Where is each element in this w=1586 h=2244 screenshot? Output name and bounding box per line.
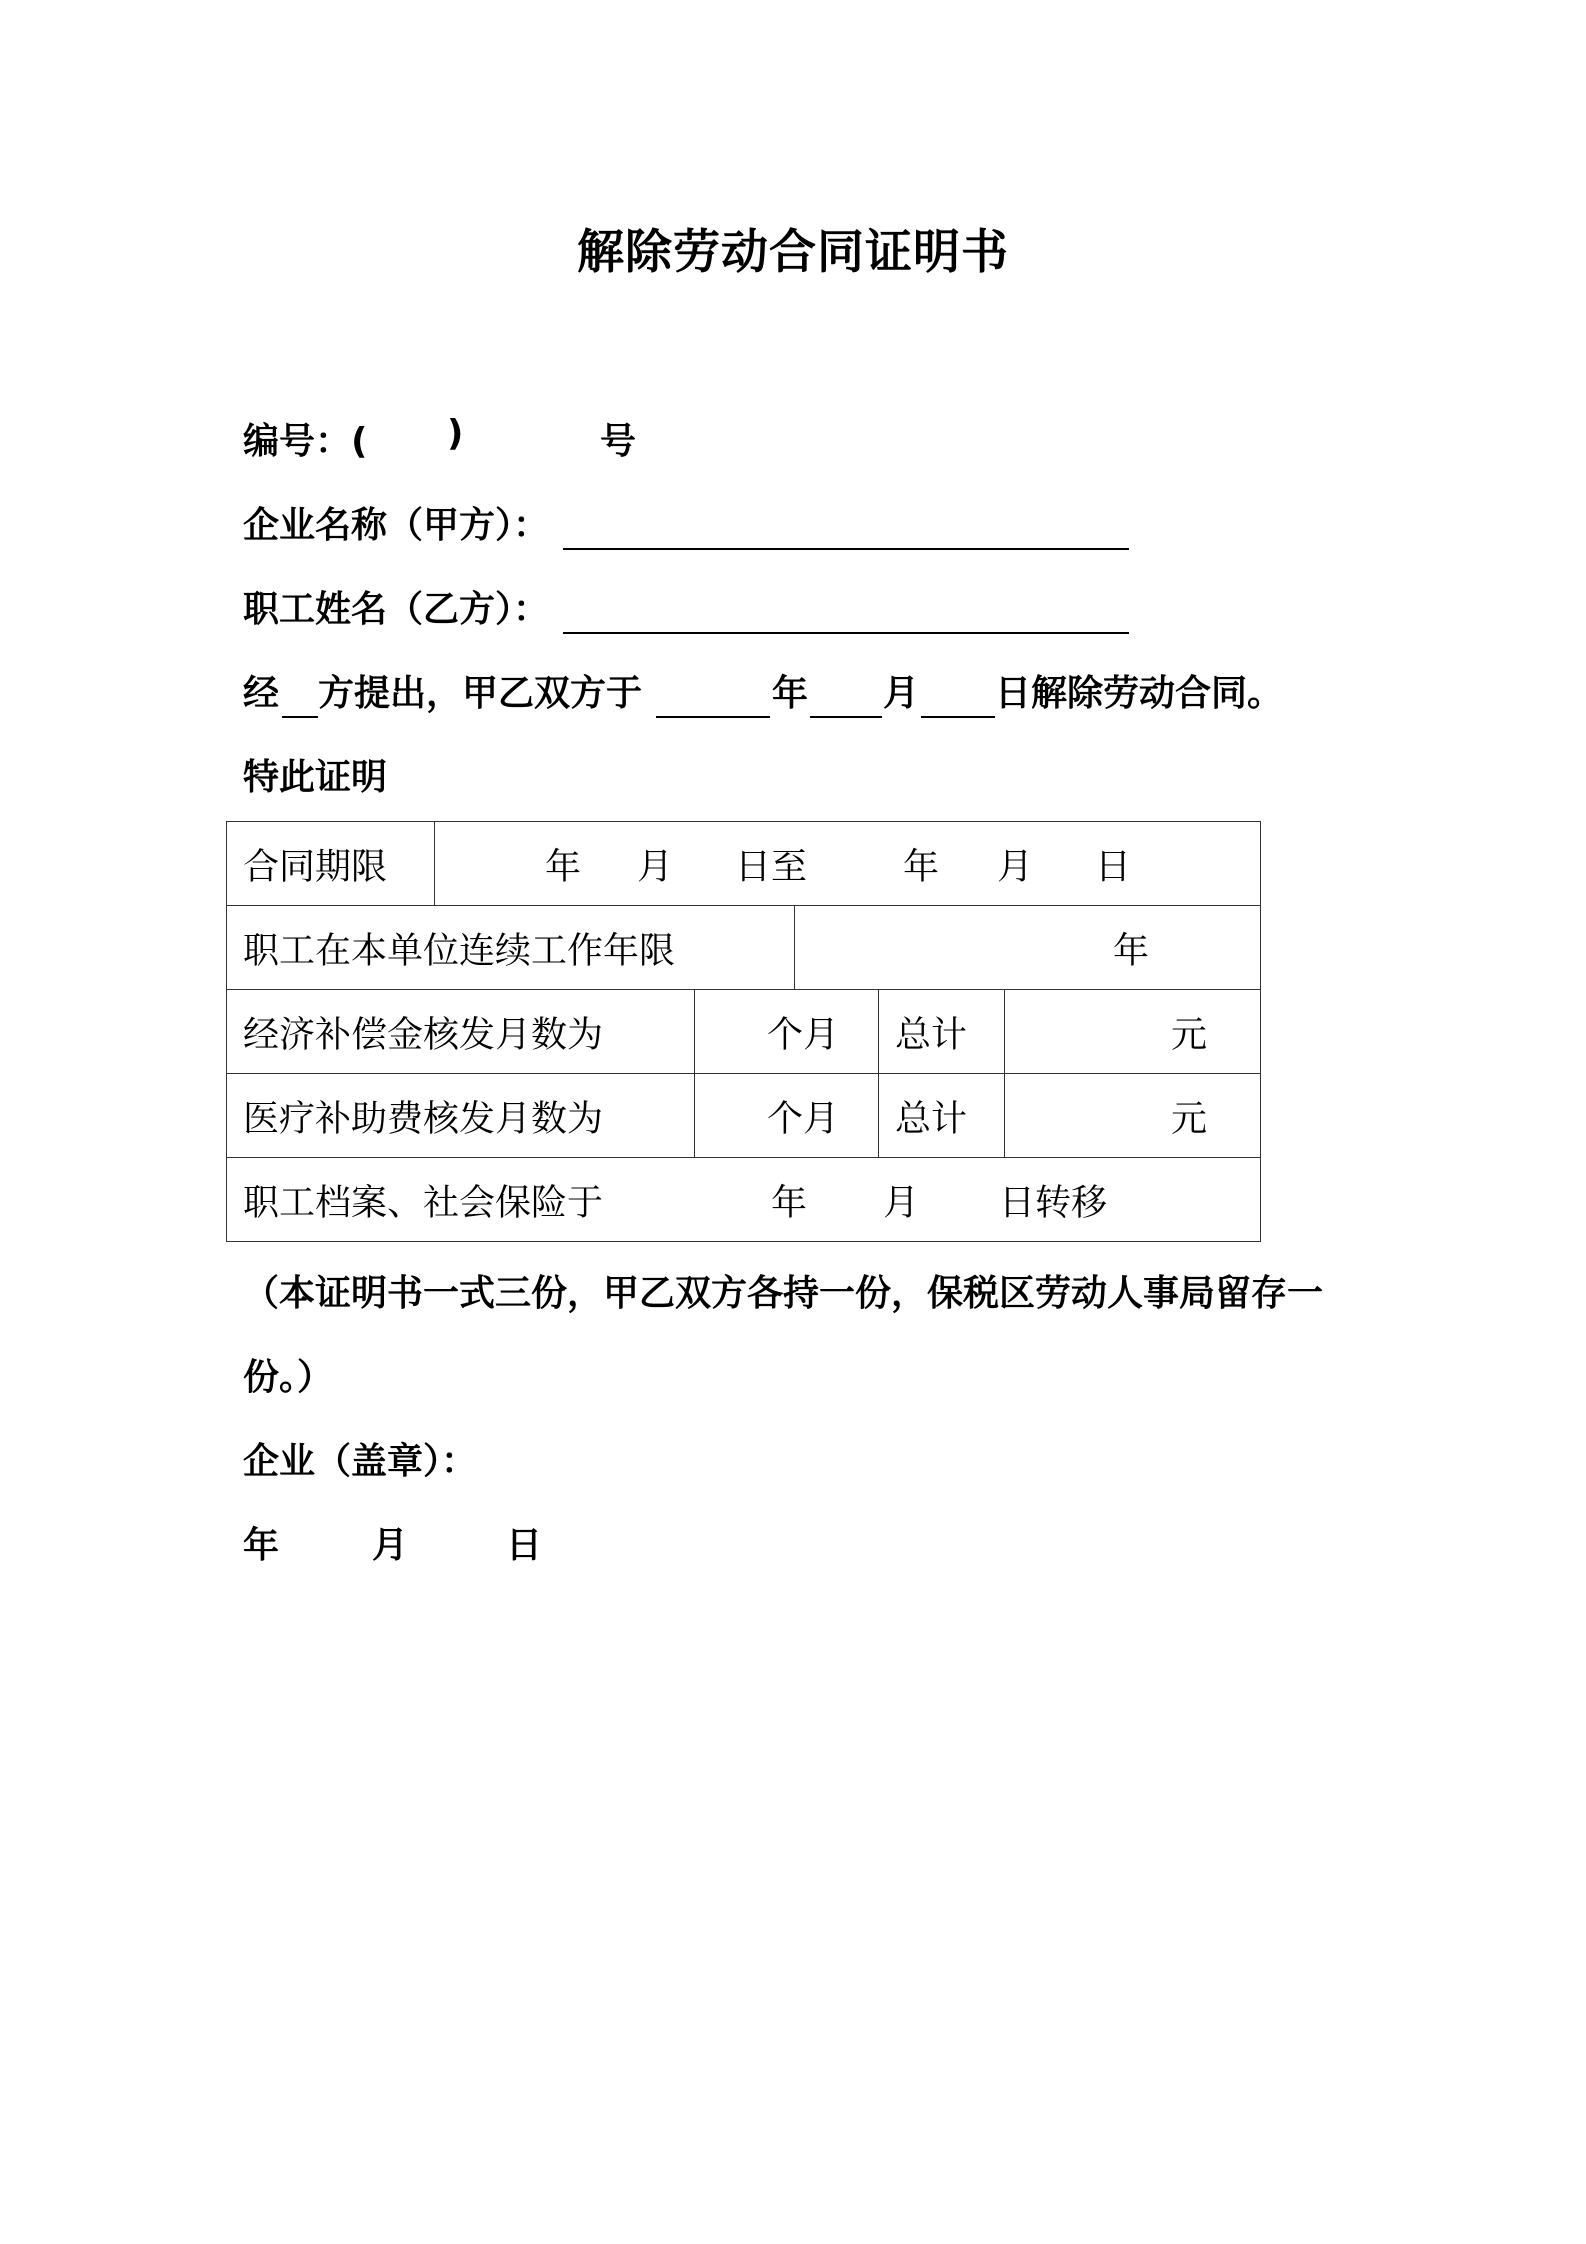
- compensation-total-label: 总计: [879, 990, 1005, 1074]
- medical-total-label: 总计: [879, 1074, 1005, 1158]
- note-line-2: 份。）: [243, 1357, 334, 1398]
- statement-year: 年: [772, 673, 809, 714]
- work-years-label: 职工在本单位连续工作年限: [227, 906, 795, 990]
- compensation-label: 经济补偿金核发月数为: [227, 990, 695, 1074]
- page-title: 解除劳动合同证明书: [577, 225, 1009, 280]
- work-years-value[interactable]: 年: [795, 906, 1261, 990]
- number-paren-close: ): [447, 413, 464, 454]
- table-row-contract-period: [227, 822, 1261, 906]
- contract-period-label: 合同期限: [227, 822, 435, 906]
- company-label: 企业名称（甲方）：: [243, 505, 550, 546]
- date-day: 日: [506, 1525, 543, 1566]
- details-table: [226, 821, 1261, 1242]
- day-field[interactable]: [921, 716, 995, 718]
- number-label: 编号：(: [243, 421, 368, 462]
- company-name-field[interactable]: [563, 548, 1129, 550]
- transfer-row-cell[interactable]: 职工档案、社会保险于 年 月 日转移: [227, 1158, 1261, 1242]
- statement-suffix: 日解除劳动合同。: [995, 673, 1284, 714]
- contract-period-value[interactable]: 年 月 日至 年 月 日: [435, 822, 1261, 906]
- statement-prefix: 经: [243, 673, 280, 714]
- table-row-medical: [227, 1074, 1261, 1158]
- date-month: 月: [372, 1525, 409, 1566]
- party-field[interactable]: [282, 716, 318, 718]
- number-suffix: 号: [600, 421, 637, 462]
- employee-label: 职工姓名（乙方）：: [243, 589, 550, 630]
- certify-text: 特此证明: [243, 757, 388, 798]
- medical-label: 医疗补助费核发月数为: [227, 1074, 695, 1158]
- year-field[interactable]: [656, 716, 770, 718]
- medical-total-value[interactable]: 元: [1005, 1074, 1261, 1158]
- medical-months[interactable]: 个月: [695, 1074, 879, 1158]
- statement-month: 月: [883, 673, 920, 714]
- note-line-1: （本证明书一式三份，甲乙双方各持一份，保税区劳动人事局留存一: [243, 1273, 1324, 1314]
- month-field[interactable]: [810, 716, 882, 718]
- employee-name-field[interactable]: [563, 632, 1129, 634]
- table-row-work-years: [227, 906, 1261, 990]
- seal-label: 企业（盖章）：: [243, 1441, 478, 1482]
- date-year: 年: [243, 1525, 280, 1566]
- table-row-compensation: [227, 990, 1261, 1074]
- table-row-transfer: [227, 1158, 1261, 1242]
- compensation-total-value[interactable]: 元: [1005, 990, 1261, 1074]
- compensation-months[interactable]: 个月: [695, 990, 879, 1074]
- statement-part1: 方提出，甲乙双方于: [318, 673, 643, 714]
